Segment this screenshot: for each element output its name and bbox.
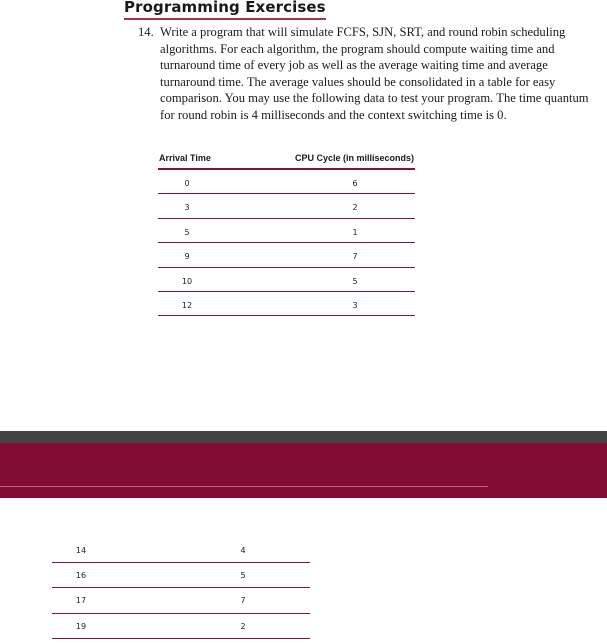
cpu-cycle-cell: 3 <box>352 300 358 310</box>
arrival-cpu-table <box>158 150 415 316</box>
table-row <box>52 563 310 588</box>
cpu-cycle-cell: 2 <box>240 621 246 631</box>
cpu-cycle-cell: 5 <box>240 571 246 581</box>
table-row <box>158 194 415 218</box>
exercise-text: Write a program that will simulate FCFS, SJN, SRT, and round robin scheduling algorithms. For each algorithm, the program should compute waiting time and turnaround time of every job as well as the average waiting time and average turnaround time. The average values should be consolidated in a table for easy comparison. You may use the following data to test your program. The time quantum for round robin is 4 milliseconds and the context switching time is 0. <box>160 25 589 122</box>
cpu-cycle-cell: 7 <box>240 596 246 606</box>
arrival-time-cell: 10 <box>181 276 193 286</box>
header-arrival-time: Arrival Time <box>159 153 211 163</box>
arrival-time-cell: 19 <box>75 621 87 631</box>
page-header-band <box>0 443 607 498</box>
section-title: Programming Exercises <box>124 0 326 20</box>
arrival-time-cell: 0 <box>184 179 190 188</box>
arrival-cpu-table-continued <box>52 538 310 639</box>
exercise-14 <box>138 24 598 123</box>
table-row <box>52 538 310 563</box>
page-divider-band <box>0 431 607 443</box>
arrival-time-cell: 12 <box>181 300 193 310</box>
cpu-cycle-cell: 7 <box>352 252 358 262</box>
arrival-time-cell: 14 <box>75 546 87 555</box>
header-cpu-cycle: CPU Cycle (in milliseconds) <box>294 153 414 163</box>
table-header <box>158 150 415 170</box>
cpu-cycle-cell: 5 <box>352 276 358 286</box>
arrival-time-cell: 17 <box>75 596 87 606</box>
cpu-cycle-cell: 6 <box>352 179 358 188</box>
arrival-time-cell: 3 <box>184 203 190 213</box>
table-row <box>52 588 310 613</box>
table-row <box>158 292 415 316</box>
table-row <box>158 170 415 194</box>
table-row <box>158 243 415 267</box>
arrival-time-cell: 16 <box>75 571 87 581</box>
cpu-cycle-cell: 1 <box>352 227 358 237</box>
cpu-cycle-cell: 4 <box>240 546 246 555</box>
cpu-cycle-cell: 2 <box>352 203 358 213</box>
table-row <box>158 219 415 243</box>
table-row <box>52 614 310 639</box>
arrival-time-cell: 5 <box>184 227 190 237</box>
header-rule <box>0 486 488 487</box>
arrival-time-cell: 9 <box>184 252 190 262</box>
table-row <box>158 268 415 292</box>
exercise-number: 14. <box>138 25 154 39</box>
